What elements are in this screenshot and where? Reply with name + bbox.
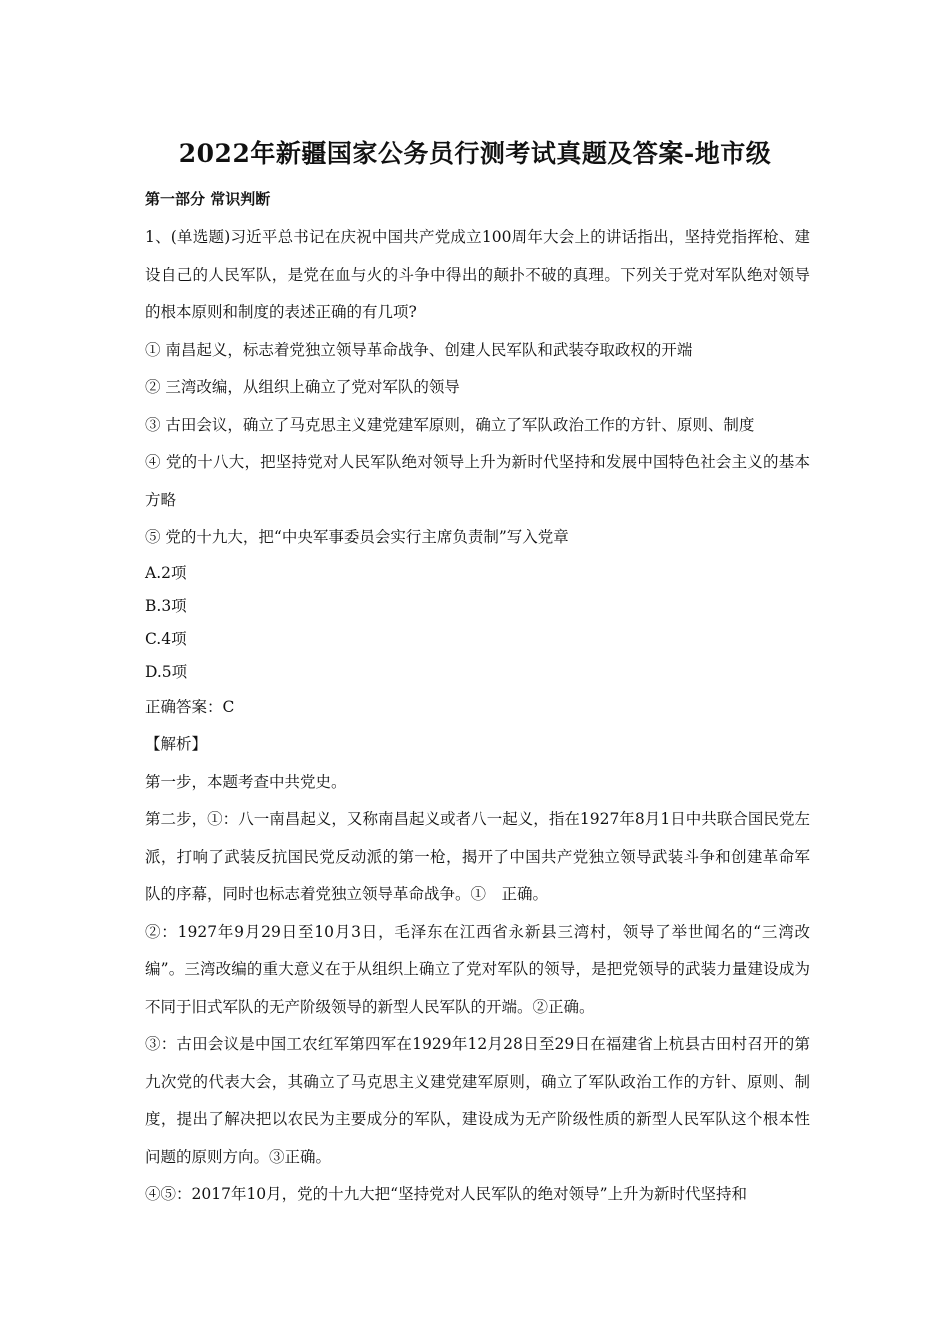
document-body — [145, 188, 810, 1214]
option-b: B.3项 — [145, 596, 187, 615]
analysis-heading: 【解析】 — [145, 735, 208, 753]
analysis-paragraph: ④⑤：2017年10月，党的十九大把“坚持党对人民军队的绝对领导”上升为新时代坚持和 — [145, 1185, 748, 1203]
analysis-paragraph: 第一步，本题考查中共党史。 — [145, 772, 347, 791]
question-stem: 1、(单选题)习近平总书记在庆祝中国共产党成立100周年大会上的讲话指出，坚持党指挥枪、建设自己的人民军队，是党在血与火的斗争中得出的颠扑不破的真理。下列关于党对军队绝对领导的根本原则和制度的表述正确的有几项? — [145, 228, 810, 321]
statement-item: ② 三湾改编，从组织上确立了党对军队的领导 — [145, 378, 460, 396]
analysis-paragraph: ③：古田会议是中国工农红军第四军在1929年12月28日至29日在福建省上杭县古田村召开的第九次党的代表大会，其确立了马克思主义建党建军原则，确立了军队政治工作的方针、原则、制度，提出了解决把以农民为主要成分的军队，建设成为无产阶级性质的新型人民军队这个根本性问题的原则方向。③正确。 — [145, 1035, 810, 1166]
section-heading: 第一部分 常识判断 — [145, 190, 271, 208]
option-a: A.2项 — [145, 563, 187, 582]
statement-item: ① 南昌起义，标志着党独立领导革命战争、创建人民军队和武装夺取政权的开端 — [145, 340, 693, 359]
analysis-paragraph: 第二步，①：八一南昌起义，又称南昌起义或者八一起义，指在1927年8月1日中共联合国民党左派，打响了武装反抗国民党反动派的第一枪，揭开了中国共产党独立领导武装斗争和创建革命军队的序幕，同时也标志着党独立领导革命战争。① 正确。 — [145, 810, 810, 903]
statement-item: ③ 古田会议，确立了马克思主义建党建军原则，确立了军队政治工作的方针、原则、制度 — [145, 415, 755, 434]
statement-item: ⑤ 党的十九大，把“中央军事委员会实行主席负责制”写入党章 — [145, 528, 569, 546]
correct-answer: 正确答案：C — [145, 697, 235, 716]
statement-item: ④ 党的十八大，把坚持党对人民军队绝对领导上升为新时代坚持和发展中国特色社会主义的基本方略 — [145, 453, 810, 509]
analysis-paragraph: ②：1927年9月29日至10月3日，毛泽东在江西省永新县三湾村，领导了举世闻名的“三湾改编”。三湾改编的重大意义在于从组织上确立了党对军队的领导，是把党领导的武装力量建设成为不同于旧式军队的无产阶级领导的新型人民军队的开端。②正确。 — [145, 922, 810, 1016]
document-title: 2022年新疆国家公务员行测考试真题及答案-地市级 — [178, 139, 772, 168]
option-d: D.5项 — [145, 662, 188, 681]
option-c: C.4项 — [145, 629, 187, 648]
